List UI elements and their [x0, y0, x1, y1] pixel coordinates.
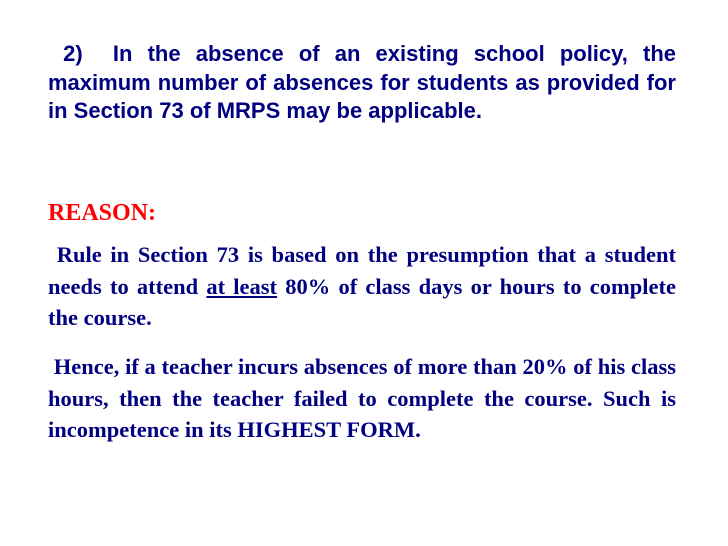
reason-heading: REASON: [48, 200, 157, 226]
rule-text-end: 80% of class days or hours to complete the course. [48, 273, 676, 330]
at-least-emphasis: at least [206, 273, 278, 299]
policy-point-text: 2) In the absence of an existing school policy, the maximum number of absences for students as provided for in Section 73 of MRPS may be applicable. [48, 41, 676, 123]
rule-text-start: Rule in Section 73 is based on the presumption that a student needs to attend [48, 242, 676, 299]
reason-paragraph-conclusion: Hence, if a teacher incurs absences of more than 20% of his class hours, then the teacher failed to complete the course. Such is incompetence in its HIGHEST FORM. [48, 354, 676, 442]
reason-paragraph-rule [48, 239, 676, 334]
